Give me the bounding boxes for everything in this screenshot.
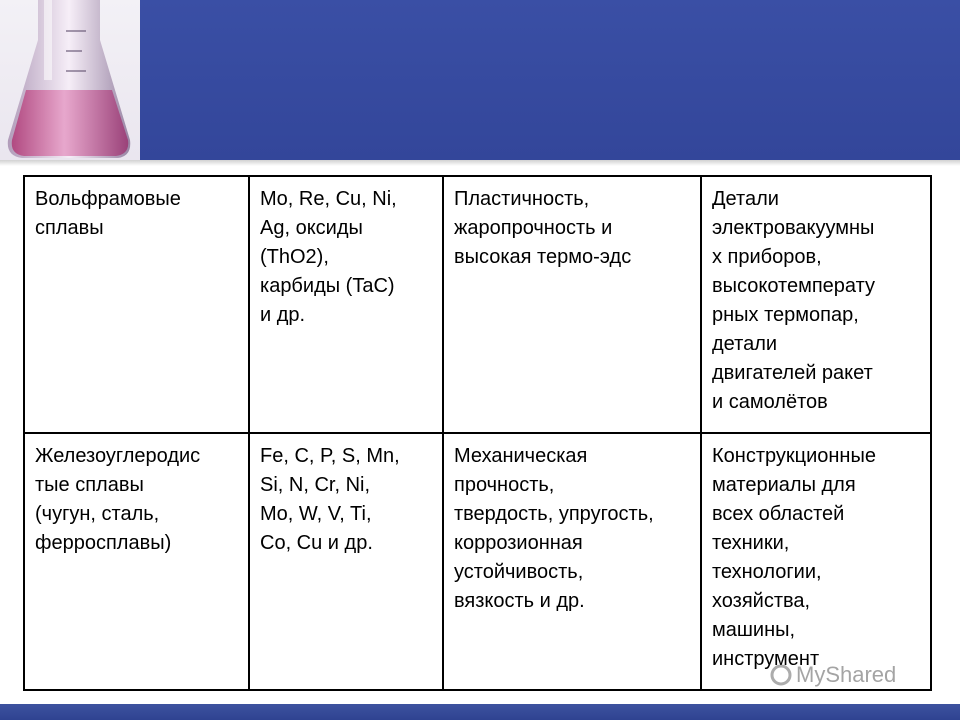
flask-image (0, 0, 140, 160)
table-row (24, 176, 931, 433)
table-row (24, 433, 931, 690)
header-shadow (0, 160, 960, 166)
header-band (0, 0, 960, 160)
table-cell: Вольфрамовые сплавы (24, 176, 249, 433)
table-cell: Механическая прочность, твердость, упругость, коррозионная устойчивость, вязкость и др. (443, 433, 701, 690)
table-cell: Детали электровакуумны х приборов, высокотемперату рных термопар, детали двигателей ракет и самолётов (701, 176, 931, 433)
watermark-text: MyShared (796, 662, 897, 687)
table-cell: Mo, Re, Cu, Ni, Ag, оксиды (ThO2), карбиды (TaC) и др. (249, 176, 443, 433)
table-cell: Железоуглеродис тые сплавы (чугун, сталь, ферросплавы) (24, 433, 249, 690)
watermark-logo-icon (770, 664, 792, 686)
footer-band (0, 704, 960, 720)
table-cell: Fe, C, P, S, Mn, Si, N, Cr, Ni, Mo, W, V, Ti, Co, Cu и др. (249, 433, 443, 690)
table-cell: Конструкционные материалы для всех областей техники, технологии, хозяйства, машины, инструмент (701, 433, 931, 690)
watermark (770, 662, 896, 688)
table-cell: Пластичность, жаропрочность и высокая термо-эдс (443, 176, 701, 433)
flask-icon (0, 0, 140, 160)
alloys-table (23, 175, 932, 691)
